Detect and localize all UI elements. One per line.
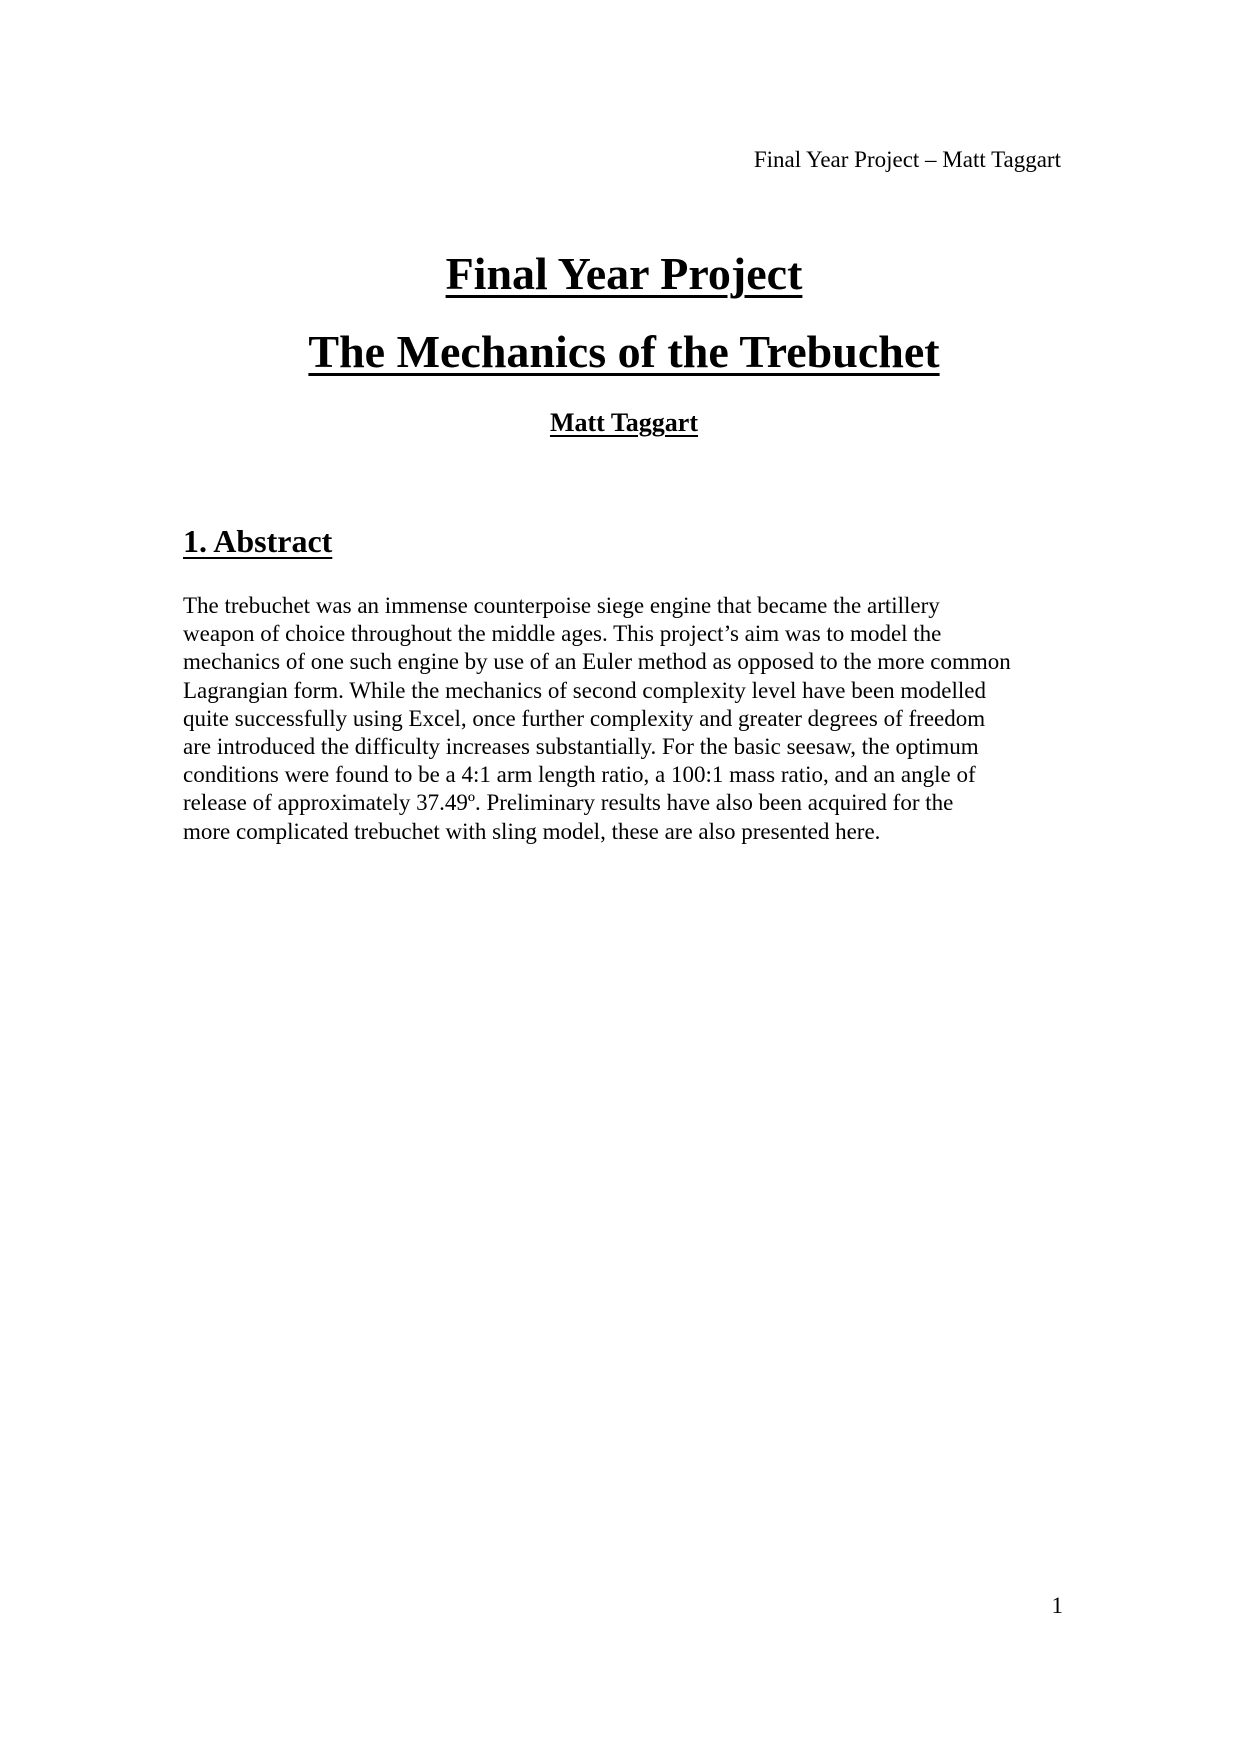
abstract-line: Lagrangian form. While the mechanics of second complexity level have been modelled bbox=[183, 677, 987, 703]
abstract-line: mechanics of one such engine by use of an Euler method as opposed to the more common bbox=[183, 649, 1011, 675]
document-title: Final Year Project bbox=[445, 248, 803, 299]
abstract-line: conditions were found to be a 4:1 arm length ratio, a 100:1 mass ratio, and an angle of bbox=[183, 762, 976, 788]
document-subtitle: The Mechanics of the Trebuchet bbox=[308, 326, 940, 377]
abstract-line: quite successfully using Excel, once further complexity and greater degrees of freedom bbox=[183, 705, 986, 731]
page-number: 1 bbox=[1051, 1593, 1063, 1618]
abstract-line: release of approximately 37.49º. Preliminary results have also been acquired for the bbox=[183, 790, 954, 816]
abstract-line: more complicated trebuchet with sling model, these are also presented here. bbox=[183, 818, 881, 844]
abstract-line: are introduced the difficulty increases substantially. For the basic seesaw, the optimum bbox=[183, 734, 979, 760]
abstract-line: weapon of choice throughout the middle ages. This project’s aim was to model the bbox=[183, 621, 942, 647]
author-name: Matt Taggart bbox=[549, 408, 699, 437]
abstract-line: The trebuchet was an immense counterpoise siege engine that became the artillery bbox=[183, 593, 940, 618]
section-heading-abstract: 1. Abstract bbox=[183, 523, 333, 559]
abstract-paragraph bbox=[183, 592, 1063, 846]
running-header: Final Year Project – Matt Taggart bbox=[753, 147, 1061, 172]
